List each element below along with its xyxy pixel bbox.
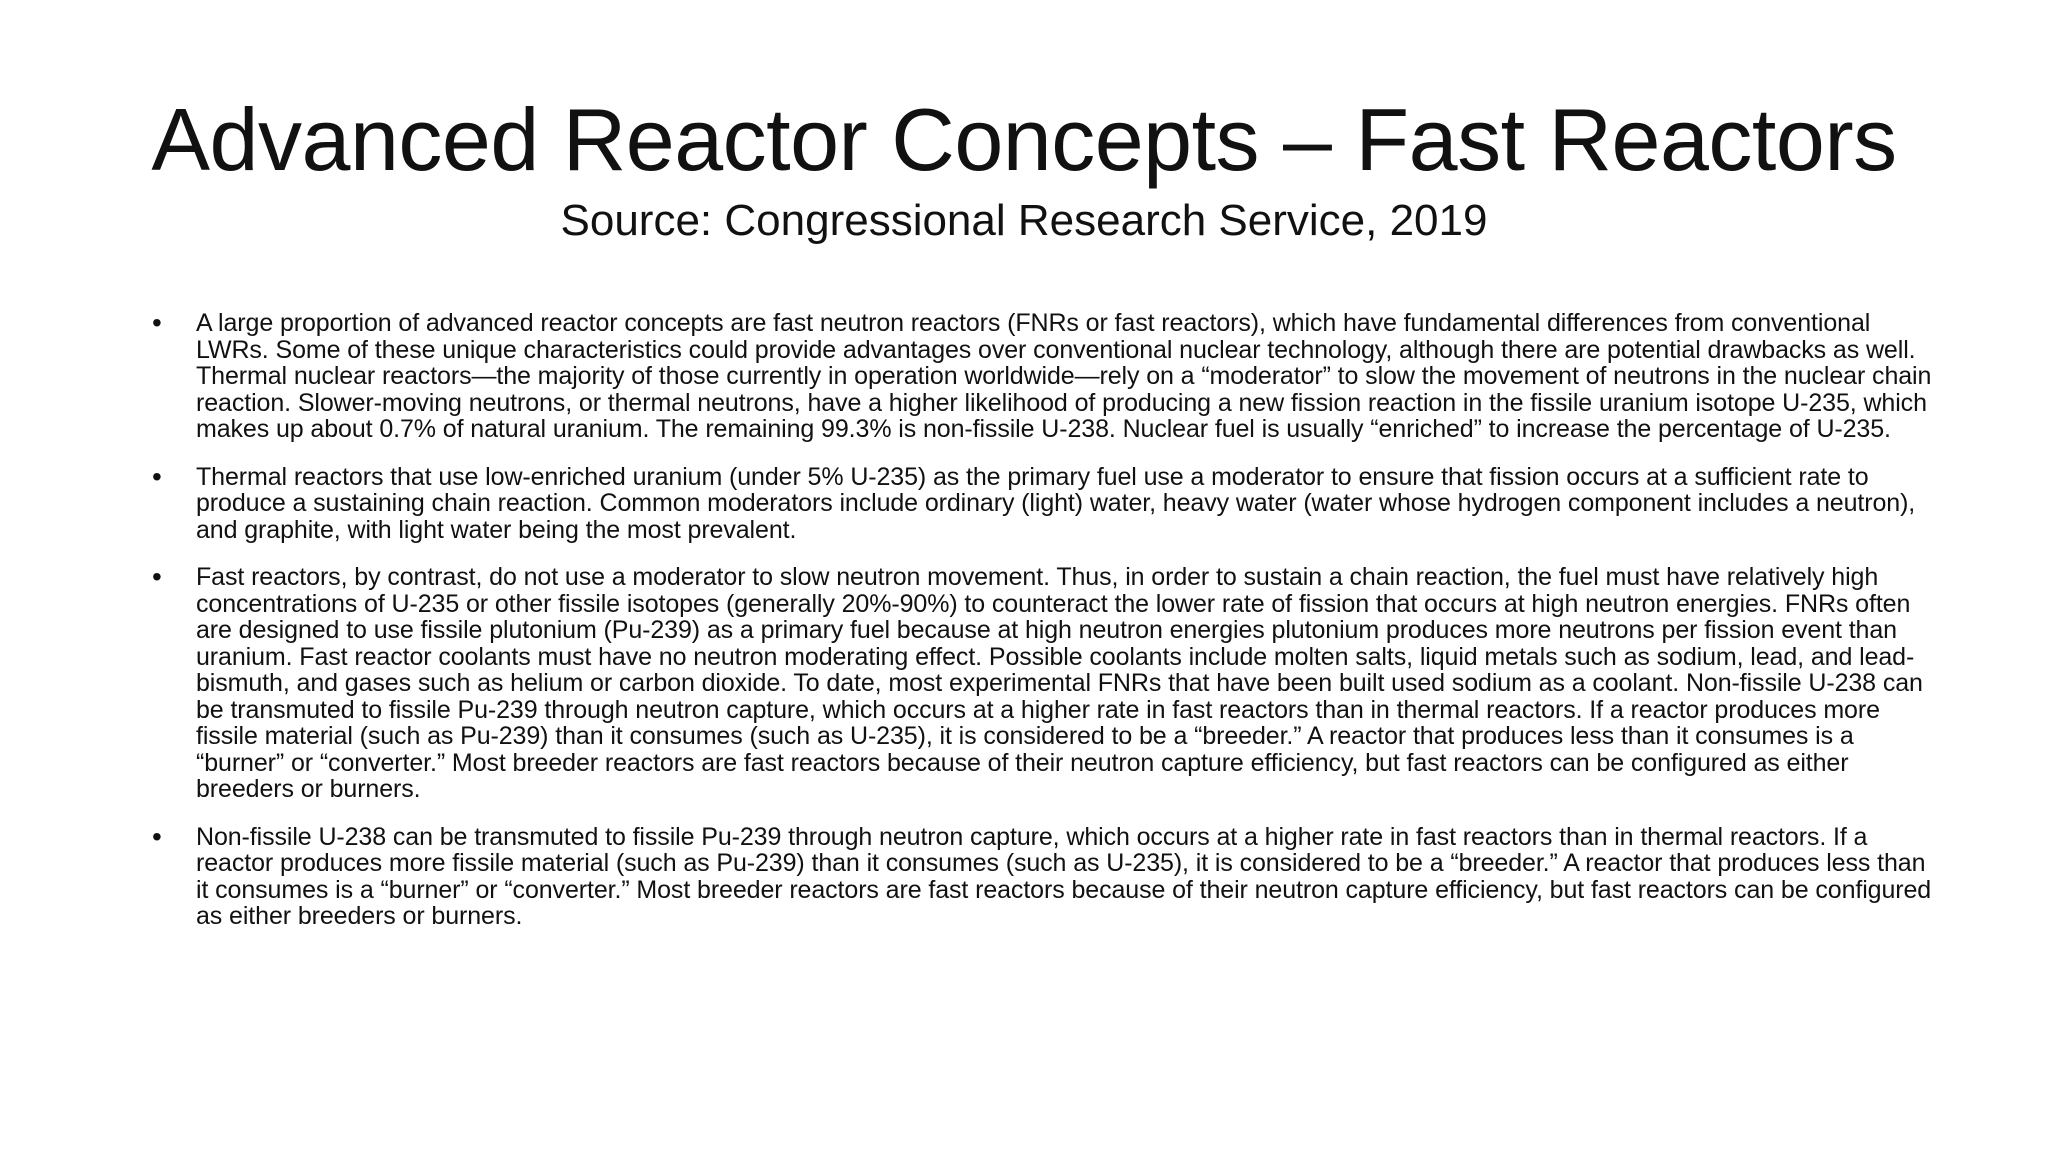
bullet-marker: • xyxy=(152,561,162,592)
bullet-text-fast-neutron-reactors: A large proportion of advanced reactor concepts are fast neutron reactors (FNRs or fast reactors), which have fundamental differences from conventional LWRs. Some of these unique characteristics could provide advantages over conventional nuclear technology, although there are potential drawbacks as well. Thermal nuclear reactors—the majority of those currently in operation worldwide—rely on a “moderator” to slow the movement of neutrons in the nuclear chain reaction. Slower-moving neutrons, or thermal neutrons, have a higher likelihood of producing a new fission reaction in the fissile uranium isotope U-235, which makes up about 0.7% of natural uranium. The remaining 99.3% is non-fissile U-238. Nuclear fuel is usually “enriched” to increase the percentage of U-235. xyxy=(196,309,1932,443)
bullet-text-thermal-reactors: Thermal reactors that use low-enriched uranium (under 5% U-235) as the primary fuel use a moderator to ensure that fission occurs at a sufficient rate to produce a sustaining chain reaction. Common moderators include ordinary (light) water, heavy water (water whose hydrogen component includes a neutron), and graphite, with light water being the most prevalent. xyxy=(196,462,1916,544)
bullet-item xyxy=(152,820,1932,930)
bullet-text-fast-reactors-contrast: Fast reactors, by contrast, do not use a moderator to slow neutron movement. Thus, in order to sustain a chain reaction, the fuel must have relatively high concentrations of U-235 or other fissile isotopes (generally 20%-90%) to counteract the lower rate of fission that occurs at high neutron energies. FNRs often are designed to use fissile plutonium (Pu-239) as a primary fuel because at high neutron energies plutonium produces more neutrons per fission event than uranium. Fast reactor coolants must have no neutron moderating effect. Possible coolants include molten salts, liquid metals such as sodium, lead, and lead-bismuth, and gases such as helium or carbon dioxide. To date, most experimental FNRs that have been built used sodium as a coolant. Non-fissile U-238 can be transmuted to fissile Pu-239 through neutron capture, which occurs at a higher rate in fast reactors than in thermal reactors. If a reactor produces more fissile material (such as Pu-239) than it consumes (such as U-235), it is considered to be a “breeder.” A reactor that produces less than it consumes is a “burner” or “converter.” Most breeder reactors are fast reactors because of their neutron capture efficiency, but fast reactors can be configured as either breeders or burners. xyxy=(196,563,1923,803)
bullet-list xyxy=(152,307,1932,951)
bullet-item xyxy=(152,307,1932,443)
slide-title: Advanced Reactor Concepts – Fast Reactors xyxy=(151,90,1897,189)
slide-subtitle: Source: Congressional Research Service, 2019 xyxy=(560,196,1488,245)
bullet-item xyxy=(152,460,1932,544)
bullet-marker: • xyxy=(152,460,162,492)
bullet-marker: • xyxy=(152,307,162,338)
bullet-text-breeders-burners: Non-fissile U-238 can be transmuted to fissile Pu-239 through neutron capture, which occurs at a higher rate in fast reactors than in thermal reactors. If a reactor produces more fissile material (such as Pu-239) than it consumes (such as U-235), it is considered to be a “breeder.” A reactor that produces less than it consumes is a “burner” or “converter.” Most breeder reactors are fast reactors because of their neutron capture efficiency, but fast reactors can be configured as either breeders or burners. xyxy=(196,822,1932,930)
bullet-marker: • xyxy=(152,820,162,852)
bullet-item xyxy=(152,561,1932,803)
